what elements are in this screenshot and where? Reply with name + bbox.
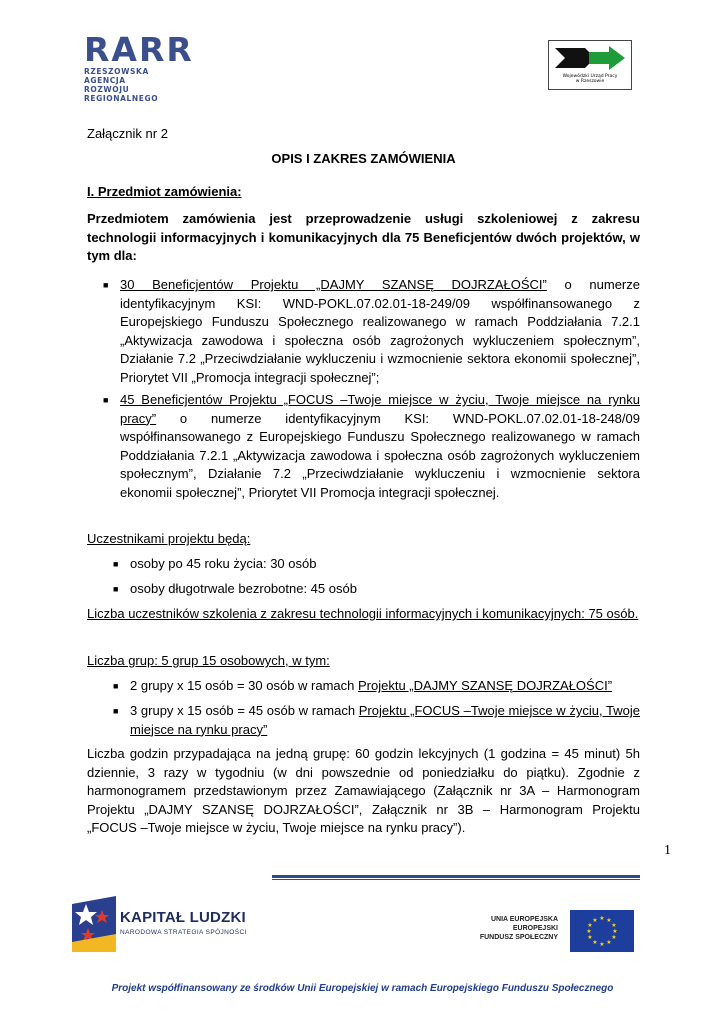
- rarr-logo-sub-1: RZESZOWSKA AGENCJA: [84, 67, 149, 85]
- annex-label: Załącznik nr 2: [87, 126, 168, 141]
- list-item: [103, 391, 640, 503]
- list-item-text: osoby długotrwale bezrobotne: 45 osób: [130, 581, 357, 596]
- svg-text:★: ★: [592, 939, 598, 946]
- rarr-logo-name: RARR: [84, 30, 194, 69]
- project-name: 30 Beneficjentów Projektu „DAJMY SZANSĘ DOJRZAŁOŚCI”: [120, 277, 547, 292]
- participants-heading: Uczestnikami projektu będą:: [87, 531, 251, 546]
- kapital-ludzki-subtitle: NARODOWA STRATEGIA SPÓJNOŚCI: [120, 929, 247, 936]
- kapital-ludzki-logo: [72, 896, 262, 952]
- svg-text:★: ★: [606, 917, 612, 924]
- rarr-logo: [84, 30, 194, 103]
- list-item: [113, 702, 640, 739]
- group-project: Projektu „FOCUS –Twoje miejsce w życiu, Twoje miejsce na rynku pracy”: [130, 703, 640, 737]
- trainees-line: Liczba uczestników szkolenia z zakresu technologii informacyjnych i komunikacyjnych: 75 osób.: [87, 606, 639, 621]
- list-item: [113, 555, 650, 574]
- eu-line-3: FUNDUSZ SPOŁECZNY: [479, 934, 558, 941]
- list-item-text: osoby po 45 roku życia: 30 osób: [130, 556, 317, 571]
- list-item: [103, 276, 640, 388]
- project-description: o numerze identyfikacyjnym KSI: WND-POKL.07.02.01-18-248/09 współfinansowanego z Europejskiego Funduszu Społecznego realizowanego w ramach Poddziałania 7.2.1 „Aktywizacja zawodowa i społeczna osób zagrożonych wykluczeniem społecznym”, Działanie 7.2 „Przeciwdziałanie wykluczeniu i wzmocnienie sektora ekonomii społecznej”, Priorytet VII Promocja integracji społecznej.: [120, 410, 640, 500]
- document-title: OPIS I ZAKRES ZAMÓWIENIA: [271, 151, 456, 166]
- participants-list-2: [113, 580, 650, 599]
- bullet-icon: ■: [103, 280, 109, 290]
- participants-list: [113, 555, 650, 574]
- project-description: o numerze identyfikacyjnym KSI: WND-POKL.07.02.01-18-249/09 współfinansowanego z Europejskiego Funduszu Społecznego realizowanego w ramach Poddziałania 7.2.1 „Aktywizacja zawodowa i społeczna osób zagrożonych wykluczeniem społecznym”, Działanie 7.2 „Przeciwdziałanie wykluczeniu i wzmocnienie sektora ekonomii społecznej”, Priorytet VII „Promocja integracji społecznej”;: [120, 277, 640, 385]
- projects-list-2: [103, 391, 640, 503]
- wup-arrows-icon: [553, 44, 627, 72]
- svg-text:★: ★: [606, 939, 612, 946]
- group-text: 2 grupy x 15 osób = 30 osób w ramach: [130, 678, 358, 693]
- kapital-ludzki-title: KAPITAŁ LUDZKI: [120, 909, 246, 926]
- hours-paragraph: Liczba godzin przypadająca na jedną grupę: 60 godzin lekcyjnych (1 godzina = 45 minut) 5h dziennie, 3 razy w tygodniu (w dni powszednie od poniedziałku do piątku). Zgodnie z harmonogramem przedstawionym przez Zamawiającego (Załącznik nr 3A – Harmonogram Projektu „DAJMY SZANSĘ DOJRZAŁOŚCI”, Załącznik nr 3B – Harmonogram Projektu „FOCUS –Twoje miejsce w życiu, Twoje miejsce na rynku pracy”).: [87, 746, 640, 836]
- svg-text:★: ★: [611, 934, 617, 941]
- svg-text:★: ★: [612, 928, 618, 935]
- footer-divider: [272, 875, 640, 878]
- group-text: 3 grupy x 15 osób = 45 osób w ramach: [130, 703, 359, 718]
- groups-heading: Liczba grup: 5 grup 15 osobowych, w tym:: [87, 653, 330, 668]
- bullet-icon: ■: [113, 706, 119, 716]
- bullet-icon: ■: [113, 559, 119, 569]
- bullet-icon: ■: [103, 395, 109, 405]
- projects-list: [103, 276, 640, 388]
- page-number: 1: [664, 843, 671, 858]
- svg-text:★: ★: [587, 922, 593, 929]
- cofinancing-note: Projekt współfinansowany ze środków Unii Europejskiej w ramach Europejskiego Funduszu Społecznego: [111, 983, 614, 994]
- svg-text:★: ★: [599, 941, 605, 948]
- groups-list: [113, 677, 640, 696]
- svg-text:★: ★: [611, 922, 617, 929]
- kapital-ludzki-emblem-icon: [72, 896, 116, 952]
- list-item: [113, 580, 650, 599]
- groups-list-2: [113, 702, 640, 739]
- eu-logo: [456, 902, 634, 952]
- list-item: [113, 677, 640, 696]
- group-project: Projektu „DAJMY SZANSĘ DOJRZAŁOŚCI”: [358, 678, 613, 693]
- svg-text:★: ★: [587, 934, 593, 941]
- bullet-icon: ■: [113, 681, 119, 691]
- bullet-icon: ■: [113, 584, 119, 594]
- intro-paragraph: Przedmiotem zamówienia jest przeprowadzenie usługi szkoleniowej z zakresu technologii informacyjnych i komunikacyjnych dla 75 Beneficjentów dwóch projektów, w tym dla:: [87, 211, 640, 264]
- project-name: 45 Beneficjentów Projektu „FOCUS –Twoje miejsce w życiu, Twoje miejsce na rynku pracy”: [120, 392, 640, 426]
- footer-divider-thin: [272, 879, 640, 880]
- wup-logo: [548, 40, 632, 90]
- eu-line-2: EUROPEJSKI: [512, 925, 558, 932]
- eu-flag-icon: [570, 910, 634, 952]
- section-heading: I. Przedmiot zamówienia:: [87, 184, 242, 199]
- svg-text:★: ★: [586, 928, 592, 935]
- eu-line-1: UNIA EUROPEJSKA: [490, 916, 558, 923]
- svg-text:★: ★: [592, 917, 598, 924]
- rarr-logo-sub-2: ROZWOJU REGIONALNEGO: [84, 85, 159, 103]
- wup-logo-line-2: w Rzeszowie: [575, 79, 605, 84]
- svg-text:★: ★: [599, 915, 605, 922]
- wup-logo-line-1: Wojewódzki Urząd Pracy: [562, 74, 618, 79]
